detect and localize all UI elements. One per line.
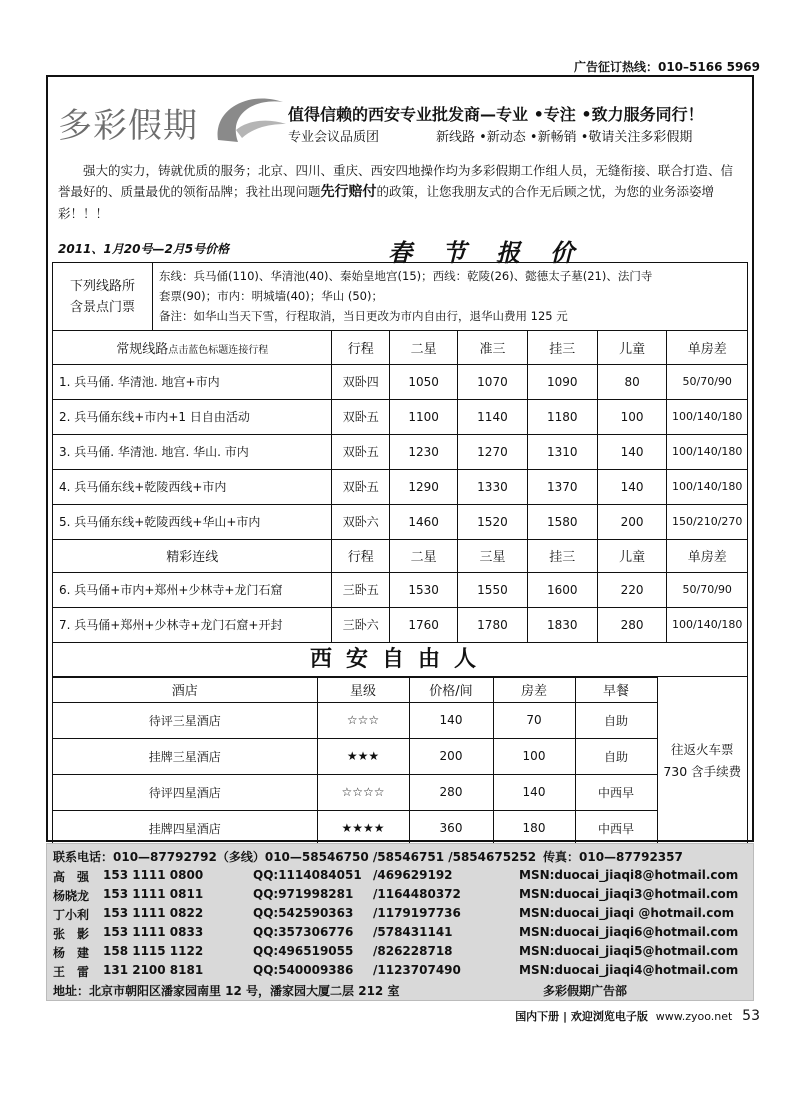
hotel-row (53, 702, 657, 738)
route-price: 1760 (390, 607, 458, 642)
scenic-label-line2: 含景点门票 (69, 299, 135, 315)
person-phone: 153 1111 0833 (103, 925, 204, 939)
route-price: 1600 (527, 572, 597, 607)
intro-part2: 的政策，让您我朋友式的合作无后顾之忧，为您的业务添姿增彩！！！ (58, 184, 715, 221)
route-row (53, 504, 747, 539)
contact-address: 地址：北京市朝阳区潘家园南里 12 号，潘家园大厦二层 212 室 (53, 984, 400, 998)
person-name: 张 影 (53, 927, 90, 941)
price-date: 2011、1月20号—2月5号价格 (58, 242, 230, 256)
regular-col-c1: 二星 (390, 331, 458, 364)
person-phone: 153 1111 0822 (103, 906, 204, 920)
hotel-col-diff: 房差 (493, 677, 575, 702)
route-child: 280 (597, 607, 667, 642)
contact-person (53, 925, 739, 943)
featured-col-c3: 挂三 (527, 539, 597, 572)
route-price: 1330 (458, 469, 528, 504)
free-travel-title: 西安自由人 (53, 643, 747, 677)
route-price: 1140 (458, 399, 528, 434)
route-row (53, 607, 747, 642)
person-msn: MSN:duocai_jiaqi5@hotmail.com (519, 944, 739, 958)
route-price: 1580 (527, 504, 597, 539)
hotel-breakfast: 中西早 (575, 810, 657, 846)
slogan-main: 值得信赖的西安专业批发商—专业 •专注 •致力服务同行！ (288, 105, 704, 124)
hotel-stars: ☆☆☆☆ (317, 774, 409, 810)
route-price: 1290 (390, 469, 458, 504)
person-qq2: /826228718 (373, 944, 453, 958)
route-price: 1530 (390, 572, 458, 607)
intro-part1: 强大的实力，铸就优质的服务；北京、四川、重庆、西安四地操作均为多彩假期工作组人员，无缝衔接、联合打造、信誉最好的、质量最优的领衔品牌；我社出现问题 (58, 163, 734, 199)
person-qq: QQ:357306776 (253, 925, 354, 939)
person-name: 王 雷 (53, 965, 90, 979)
person-qq: QQ:496519055 (253, 944, 354, 958)
hotel-col-name: 酒店 (53, 677, 317, 702)
hotel-breakfast: 自助 (575, 702, 657, 738)
route-price: 1780 (458, 607, 528, 642)
contact-person (53, 944, 739, 962)
regular-col-c2: 准三 (458, 331, 528, 364)
slogan-sub-left: 专业会议品质团 (288, 130, 380, 145)
regular-col-name-note[interactable]: 点击蓝色标题连接行程 (168, 344, 269, 356)
footer-separator: | (563, 1010, 568, 1023)
route-itinerary: 双卧五 (332, 434, 390, 469)
route-child: 200 (597, 504, 667, 539)
scenic-line: 东线：兵马俑(110)、华清池(40)、秦始皇地宫(15)；西线：乾陵(26)、懿德太子墓(21)、法门寺 (159, 269, 653, 283)
contact-person (53, 868, 739, 886)
route-price: 1460 (390, 504, 458, 539)
person-name: 杨晓龙 (53, 889, 90, 903)
hotel-price: 360 (409, 810, 493, 846)
hotel-col-price: 价格/间 (409, 677, 493, 702)
page-footer (515, 1008, 760, 1024)
route-price: 1830 (527, 607, 597, 642)
route-single: 100/140/180 (667, 607, 747, 642)
contact-person (53, 906, 735, 924)
hotel-header-row (53, 677, 657, 702)
route-price: 1520 (458, 504, 528, 539)
footer-browse: 欢迎浏览电子版 (570, 1010, 648, 1023)
person-qq2: /1164480372 (373, 887, 461, 901)
featured-header-row (53, 539, 747, 572)
scenic-tickets (53, 263, 747, 331)
person-qq2: /1179197736 (373, 906, 461, 920)
regular-col-child: 儿童 (597, 331, 667, 364)
hotel-breakfast: 自助 (575, 738, 657, 774)
logo (58, 90, 288, 150)
hotel-row (53, 810, 657, 846)
contact-person (53, 963, 739, 981)
slogan-sub (288, 126, 693, 145)
route-name[interactable]: 6. 兵马俑+市内+郑州+少林寺+龙门石窟 (53, 572, 332, 607)
regular-col-c3: 挂三 (527, 331, 597, 364)
regular-col-itinerary: 行程 (332, 331, 390, 364)
route-single: 50/70/90 (667, 364, 747, 399)
route-price: 1310 (527, 434, 597, 469)
hotel-diff: 100 (493, 738, 575, 774)
hotel-section (53, 677, 747, 847)
hotel-breakfast: 中西早 (575, 774, 657, 810)
hotel-diff: 70 (493, 702, 575, 738)
train-ticket-label: 往返火车票 (670, 742, 734, 758)
hotel-name: 待评四星酒店 (53, 774, 317, 810)
route-price: 1050 (390, 364, 458, 399)
person-phone: 153 1111 0800 (103, 868, 204, 882)
train-ticket-price: 730 含手续费 (663, 764, 742, 780)
contact-fax: 传真：010—87792357 (543, 850, 683, 864)
route-itinerary: 双卧四 (332, 364, 390, 399)
hotel-name: 挂牌四星酒店 (53, 810, 317, 846)
logo-swoosh-icon (208, 90, 288, 150)
hotel-stars: ★★★ (317, 738, 409, 774)
ad-hotline: 广告征订热线：010–5166 5969 (573, 60, 760, 74)
scenic-text (153, 263, 747, 330)
hotel-name: 挂牌三星酒店 (53, 738, 317, 774)
featured-col-c2: 三星 (458, 539, 528, 572)
person-msn: MSN:duocai_jiaqi4@hotmail.com (519, 963, 739, 977)
hotel-name: 待评三星酒店 (53, 702, 317, 738)
price-header (58, 233, 744, 267)
contact-address-row (53, 982, 628, 1000)
route-row (53, 469, 747, 504)
person-name: 杨 建 (53, 946, 90, 960)
slogan-sub-right: 新线路 •新动态 •新畅销 •敬请关注多彩假期 (436, 130, 693, 145)
person-phone: 158 1115 1122 (103, 944, 204, 958)
route-name[interactable]: 4. 兵马俑东线+乾陵西线+市内 (53, 469, 332, 504)
hotel-row (53, 774, 657, 810)
person-msn: MSN:duocai_jiaqi @hotmail.com (519, 906, 735, 920)
route-price: 1180 (527, 399, 597, 434)
route-name[interactable]: 3. 兵马俑. 华清池. 地宫. 华山. 市内 (53, 434, 332, 469)
hotel-stars: ★★★★ (317, 810, 409, 846)
person-qq2: /1123707490 (373, 963, 461, 977)
route-name[interactable]: 2. 兵马俑东线+市内+1 日自由活动 (53, 399, 332, 434)
regular-col-name (53, 331, 332, 364)
scenic-line: 套票(90)；市内：明城墙(40)；华山 (50)； (159, 289, 383, 303)
person-qq: QQ:540009386 (253, 963, 354, 977)
route-itinerary: 三卧五 (332, 572, 390, 607)
person-qq: QQ:971998281 (253, 887, 354, 901)
route-row (53, 572, 747, 607)
featured-col-single: 单房差 (667, 539, 747, 572)
regular-header-row (53, 331, 747, 364)
route-single: 50/70/90 (667, 572, 747, 607)
route-child: 140 (597, 469, 667, 504)
footer-section: 国内下册 (515, 1010, 560, 1023)
regular-col-name-text: 常规线路 (116, 341, 169, 357)
contact-phone-row (53, 848, 683, 866)
hotel-diff: 180 (493, 810, 575, 846)
featured-col-itinerary: 行程 (332, 539, 390, 572)
routes-table (53, 331, 747, 643)
route-itinerary: 三卧六 (332, 607, 390, 642)
hotel-price: 140 (409, 702, 493, 738)
scenic-note: 备注：如华山当天下雪，行程取消，当日更改为市内自由行，退华山费用 125 元 (159, 309, 568, 323)
hotel-col-stars: 星级 (317, 677, 409, 702)
route-name[interactable]: 7. 兵马俑+郑州+少林寺+龙门石窟+开封 (53, 607, 332, 642)
person-msn: MSN:duocai_jiaqi8@hotmail.com (519, 868, 739, 882)
contact-department: 多彩假期广告部 (543, 984, 628, 998)
route-single: 100/140/180 (667, 434, 747, 469)
intro-emphasis: 先行赔付 (320, 184, 377, 200)
person-name: 丁小利 (53, 908, 90, 922)
person-qq: QQ:1114084051 (253, 868, 362, 882)
hotel-row (53, 738, 657, 774)
hotel-price: 280 (409, 774, 493, 810)
route-price: 1230 (390, 434, 458, 469)
route-price: 1090 (527, 364, 597, 399)
price-table (52, 262, 748, 847)
hotel-table (53, 677, 658, 847)
route-child: 80 (597, 364, 667, 399)
person-phone: 131 2100 8181 (103, 963, 204, 977)
route-price: 1100 (390, 399, 458, 434)
route-itinerary: 双卧六 (332, 504, 390, 539)
featured-col-c1: 二星 (390, 539, 458, 572)
route-name[interactable]: 5. 兵马俑东线+乾陵西线+华山+市内 (53, 504, 332, 539)
person-qq2: /578431141 (373, 925, 453, 939)
featured-col-name: 精彩连线 (53, 539, 332, 572)
hotel-diff: 140 (493, 774, 575, 810)
route-price: 1070 (458, 364, 528, 399)
route-itinerary: 双卧五 (332, 469, 390, 504)
route-price: 1550 (458, 572, 528, 607)
contact-phone: 联系电话：010—87792792（多线）010—58546750 /58546751 /5854675252 (53, 850, 537, 864)
route-child: 220 (597, 572, 667, 607)
scenic-label-line1: 下列线路所 (69, 278, 135, 294)
route-single: 100/140/180 (667, 469, 747, 504)
hotel-col-breakfast: 早餐 (575, 677, 657, 702)
featured-col-child: 儿童 (597, 539, 667, 572)
person-name: 高 强 (53, 870, 90, 884)
hotel-price: 200 (409, 738, 493, 774)
route-name[interactable]: 1. 兵马俑. 华清池. 地宫+市内 (53, 364, 332, 399)
route-row (53, 399, 747, 434)
hotel-stars: ☆☆☆ (317, 702, 409, 738)
route-row (53, 364, 747, 399)
regular-col-single: 单房差 (667, 331, 747, 364)
route-price: 1370 (527, 469, 597, 504)
person-phone: 153 1111 0811 (103, 887, 204, 901)
logo-text: 多彩假期 (58, 106, 198, 146)
route-child: 140 (597, 434, 667, 469)
route-single: 100/140/180 (667, 399, 747, 434)
route-row (53, 434, 747, 469)
person-qq: QQ:542590363 (253, 906, 354, 920)
price-title: 春节报价 (388, 238, 604, 267)
person-msn: MSN:duocai_jiaqi3@hotmail.com (519, 887, 739, 901)
route-child: 100 (597, 399, 667, 434)
contact-person (53, 887, 739, 905)
intro-paragraph (58, 160, 744, 224)
person-qq2: /469629192 (373, 868, 453, 882)
contact-panel (46, 843, 754, 1001)
footer-website-link[interactable]: www.zyoo.net (655, 1010, 733, 1023)
train-ticket-note (658, 677, 748, 847)
route-single: 150/210/270 (667, 504, 747, 539)
route-itinerary: 双卧五 (332, 399, 390, 434)
person-msn: MSN:duocai_jiaqi6@hotmail.com (519, 925, 739, 939)
scenic-label (53, 263, 153, 330)
page-number: 53 (742, 1008, 760, 1024)
route-price: 1270 (458, 434, 528, 469)
